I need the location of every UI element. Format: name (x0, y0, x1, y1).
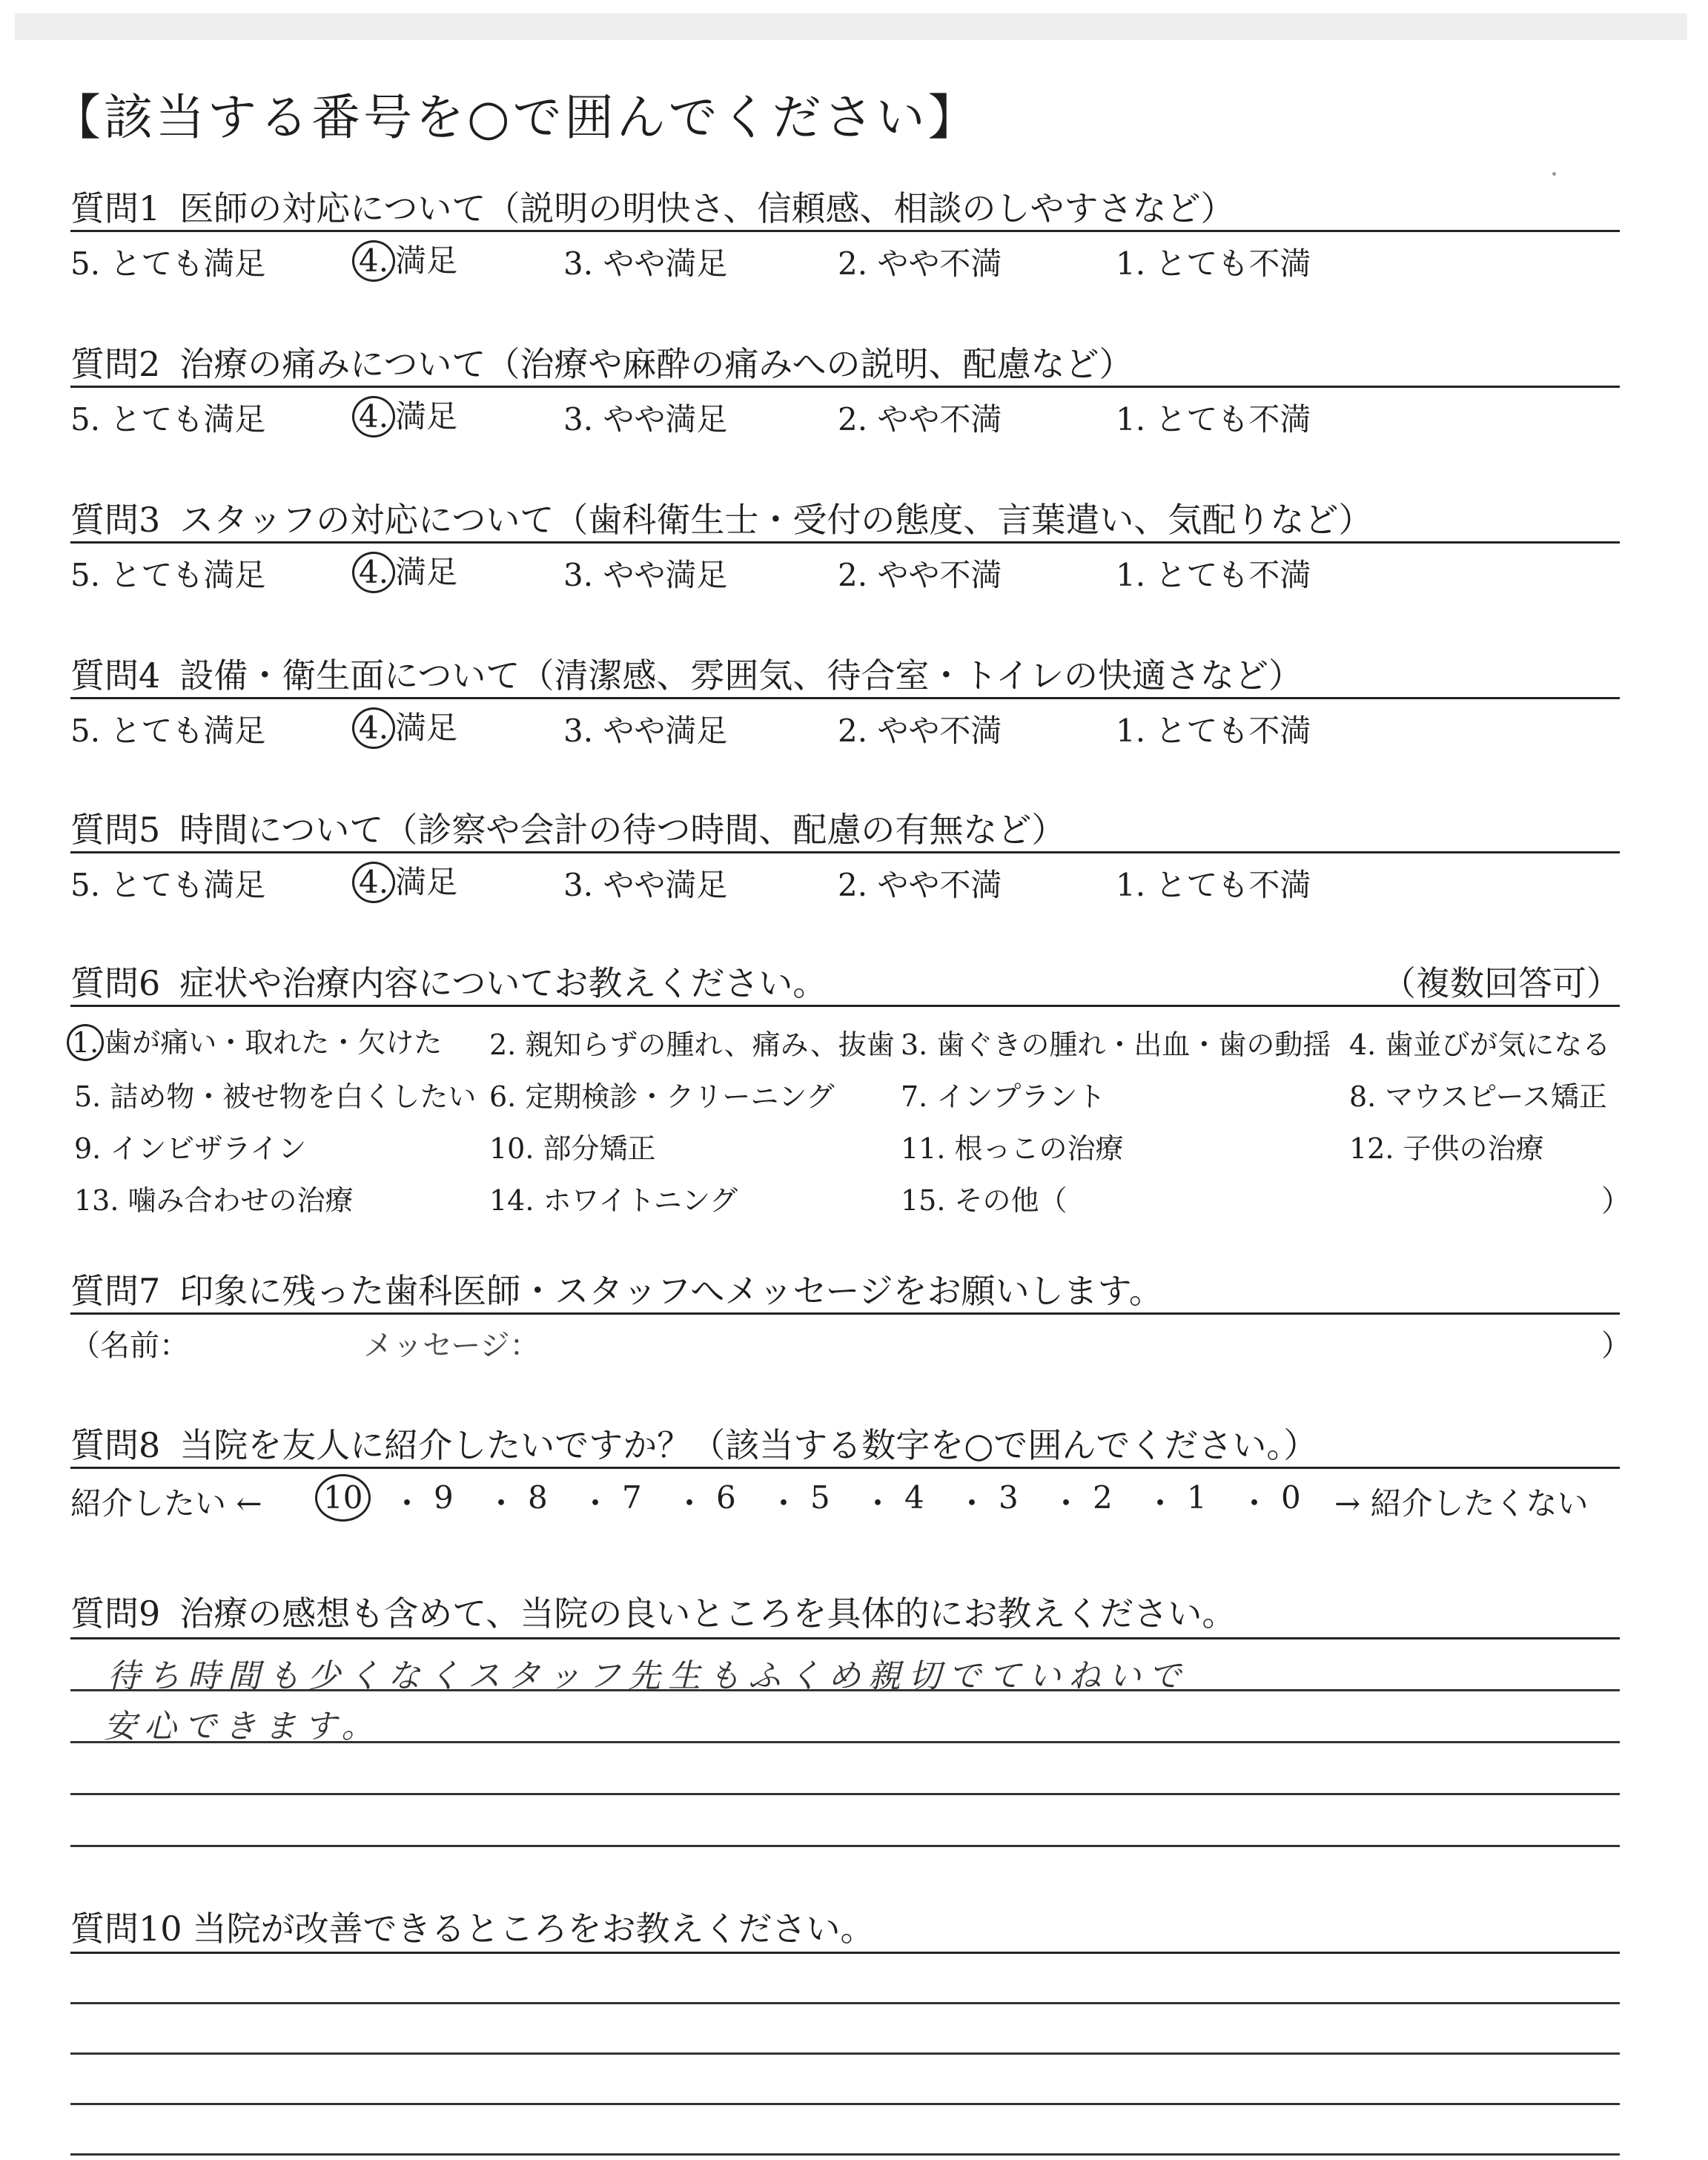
scale-5[interactable]: 5 (810, 1479, 830, 1516)
question-title (70, 337, 1133, 386)
scale-dot: ・ (486, 1485, 517, 1522)
option-1[interactable]: 1. とても不満 (1116, 557, 1311, 593)
scale-10-selected[interactable] (315, 1474, 371, 1522)
answer-line (70, 1741, 1620, 1743)
question-underline (70, 1952, 1620, 1954)
option-3[interactable]: 3. やや満足 (563, 401, 728, 437)
symptom-13[interactable]: 13. 噛み合わせの治療 (74, 1184, 354, 1217)
option-1[interactable]: 1. とても不満 (1116, 401, 1311, 437)
scale-dot: ・ (862, 1485, 894, 1522)
question-9-title (70, 1587, 1236, 1636)
scale-dot: ・ (956, 1485, 988, 1522)
scale-dot: ・ (580, 1485, 612, 1522)
question-text: スタッフの対応について（歯科衛生士・受付の態度、言葉遣い、気配りなど） (179, 500, 1373, 540)
question-text: 治療の感想も含めて、当院の良いところを具体的にお教えください。 (179, 1593, 1237, 1634)
question-8-title (70, 1418, 1317, 1467)
message-label: メッセージ： (363, 1329, 540, 1363)
scale-dot: ・ (1239, 1485, 1271, 1522)
scan-top-strip (15, 13, 1687, 40)
option-3[interactable]: 3. やや満足 (563, 867, 728, 903)
question-3 (0, 486, 1708, 612)
question-number: 質問5 (70, 810, 161, 850)
option-1[interactable]: 1. とても不満 (1116, 245, 1311, 282)
answer-line (70, 1793, 1620, 1795)
option-2[interactable]: 2. やや不満 (838, 713, 1002, 749)
question-5 (0, 796, 1708, 922)
symptom-9[interactable]: 9. インビザライン (74, 1132, 307, 1165)
option-5[interactable]: 5. とても満足 (70, 557, 266, 593)
symptom-10[interactable]: 10. 部分矯正 (489, 1132, 656, 1165)
question-text: 時間について（診察や会計の待つ時間、配慮の有無など） (179, 810, 1066, 850)
selection-circle: 4. (352, 552, 395, 593)
question-underline (70, 541, 1620, 544)
scale-dot: ・ (1145, 1485, 1176, 1522)
recommend-left-label: 紹介したい ← (70, 1485, 262, 1522)
question-text: 設備・衛生面について（清潔感、雰囲気、待合室・トイレの快適さなど） (179, 655, 1303, 696)
selection-circle: 4. (352, 396, 395, 437)
answer-line (70, 1689, 1620, 1691)
question-number: 質問2 (70, 344, 161, 384)
option-5[interactable]: 5. とても満足 (70, 245, 266, 282)
question-number: 質問7 (70, 1271, 161, 1311)
handwritten-answer-line-1: 待ち時間も少くなくスタッフ先生もふくめ親切でていねいで (107, 1657, 1188, 1695)
message-close-paren: ） (1601, 1329, 1631, 1363)
symptom-14[interactable]: 14. ホワイトニング (489, 1184, 738, 1217)
question-number: 質問10 (70, 1909, 182, 1949)
question-underline (70, 1637, 1620, 1639)
form-header: 【該当する番号を○で囲んでください】 (52, 89, 980, 146)
question-title (70, 649, 1302, 698)
symptom-7[interactable]: 7. インプラント (901, 1080, 1106, 1113)
scale-7[interactable]: 7 (622, 1479, 642, 1516)
option-1[interactable]: 1. とても不満 (1116, 713, 1311, 749)
option-4-selected[interactable]: 4. 満足 (352, 858, 457, 903)
question-1 (0, 174, 1708, 300)
question-number: 質問8 (70, 1425, 161, 1465)
option-5[interactable]: 5. とても満足 (70, 401, 266, 437)
symptom-1-selected[interactable]: 1. 歯が痛い・取れた・欠けた (67, 1020, 442, 1061)
option-3[interactable]: 3. やや満足 (563, 557, 728, 593)
question-7-title (70, 1264, 1163, 1313)
scale-dot: ・ (391, 1485, 423, 1522)
multiple-answers-note: （複数回答可） (1382, 963, 1621, 1003)
scale-3[interactable]: 3 (999, 1479, 1019, 1516)
option-2[interactable]: 2. やや不満 (838, 245, 1002, 282)
question-number: 質問6 (70, 963, 161, 1003)
option-4-selected[interactable]: 4. 満足 (352, 392, 457, 437)
scale-dot: ・ (674, 1485, 706, 1522)
question-text: 当院が改善できるところをお教えください。 (192, 1909, 875, 1949)
question-underline (70, 1005, 1620, 1007)
option-2[interactable]: 2. やや不満 (838, 867, 1002, 903)
question-title (70, 803, 1065, 852)
other-close-paren: ） (1601, 1184, 1631, 1218)
symptom-3[interactable]: 3. 歯ぐきの腫れ・出血・歯の動揺 (901, 1028, 1331, 1061)
option-5[interactable]: 5. とても満足 (70, 867, 266, 903)
scale-6[interactable]: 6 (716, 1479, 736, 1516)
answer-line (70, 2052, 1620, 2055)
scale-1[interactable]: 1 (1187, 1479, 1207, 1516)
question-6-title (70, 957, 827, 1005)
option-4-selected[interactable]: 4. 満足 (352, 704, 457, 749)
question-title (70, 182, 1235, 231)
option-3[interactable]: 3. やや満足 (563, 245, 728, 282)
question-underline (70, 1467, 1620, 1469)
symptom-2[interactable]: 2. 親知らずの腫れ、痛み、抜歯 (489, 1028, 895, 1061)
question-number: 質問9 (70, 1593, 161, 1634)
scale-0[interactable]: 0 (1281, 1479, 1301, 1516)
option-2[interactable]: 2. やや不満 (838, 557, 1002, 593)
answer-line (70, 1845, 1620, 1847)
option-3[interactable]: 3. やや満足 (563, 713, 728, 749)
question-4 (0, 641, 1708, 767)
selection-circle: 10 (315, 1474, 371, 1522)
scale-2[interactable]: 2 (1093, 1479, 1113, 1516)
question-number: 質問1 (70, 188, 161, 228)
selection-circle: 4. (352, 707, 395, 749)
symptom-6[interactable]: 6. 定期検診・クリーニング (489, 1080, 835, 1113)
name-label: （名前： (70, 1329, 189, 1363)
question-underline (70, 851, 1620, 853)
scale-8[interactable]: 8 (528, 1479, 548, 1516)
scale-9[interactable]: 9 (434, 1479, 454, 1516)
question-underline (70, 230, 1620, 232)
symptom-4[interactable]: 4. 歯並びが気になる (1349, 1028, 1611, 1061)
scale-dot: ・ (1050, 1485, 1082, 1522)
scale-dot: ・ (768, 1485, 800, 1522)
option-2[interactable]: 2. やや不満 (838, 401, 1002, 437)
question-2 (0, 330, 1708, 456)
option-4-selected[interactable]: 4. 満足 (352, 548, 457, 593)
handwritten-answer-line-2: 安心できます。 (104, 1708, 382, 1745)
option-5[interactable]: 5. とても満足 (70, 713, 266, 749)
symptom-8[interactable]: 8. マウスピース矯正 (1349, 1080, 1607, 1113)
question-text: 医師の対応について（説明の明快さ、信頼感、相談のしやすさなど） (179, 188, 1235, 228)
option-4-selected[interactable]: 4. 満足 (352, 237, 457, 282)
answer-line (70, 2153, 1620, 2156)
question-number: 質問4 (70, 655, 161, 696)
answer-line (70, 2002, 1620, 2004)
answer-line (70, 2103, 1620, 2105)
selection-circle: 4. (352, 240, 395, 282)
question-title (70, 493, 1372, 542)
symptom-15-other[interactable]: 15. その他（ (901, 1184, 1068, 1217)
question-underline (70, 386, 1620, 388)
selection-circle: 1. (67, 1024, 104, 1061)
selection-circle: 4. (352, 862, 395, 903)
question-underline (70, 1312, 1620, 1315)
question-text: 印象に残った歯科医師・スタッフへメッセージをお願いします。 (179, 1271, 1163, 1311)
symptom-11[interactable]: 11. 根っこの治療 (901, 1132, 1124, 1165)
symptom-5[interactable]: 5. 詰め物・被せ物を白くしたい (74, 1080, 477, 1113)
symptom-12[interactable]: 12. 子供の治療 (1349, 1132, 1544, 1165)
question-underline (70, 697, 1620, 699)
question-text: 治療の痛みについて（治療や麻酔の痛みへの説明、配慮など） (179, 344, 1133, 384)
question-10-title (70, 1902, 875, 1951)
scale-4[interactable]: 4 (904, 1479, 924, 1516)
question-text: 当院を友人に紹介したいですか？（該当する数字を○で囲んでください。） (179, 1425, 1318, 1465)
recommend-right-label: → 紹介したくない (1334, 1485, 1589, 1522)
question-number: 質問3 (70, 500, 161, 540)
question-text: 症状や治療内容についてお教えください。 (179, 963, 827, 1003)
option-1[interactable]: 1. とても不満 (1116, 867, 1311, 903)
